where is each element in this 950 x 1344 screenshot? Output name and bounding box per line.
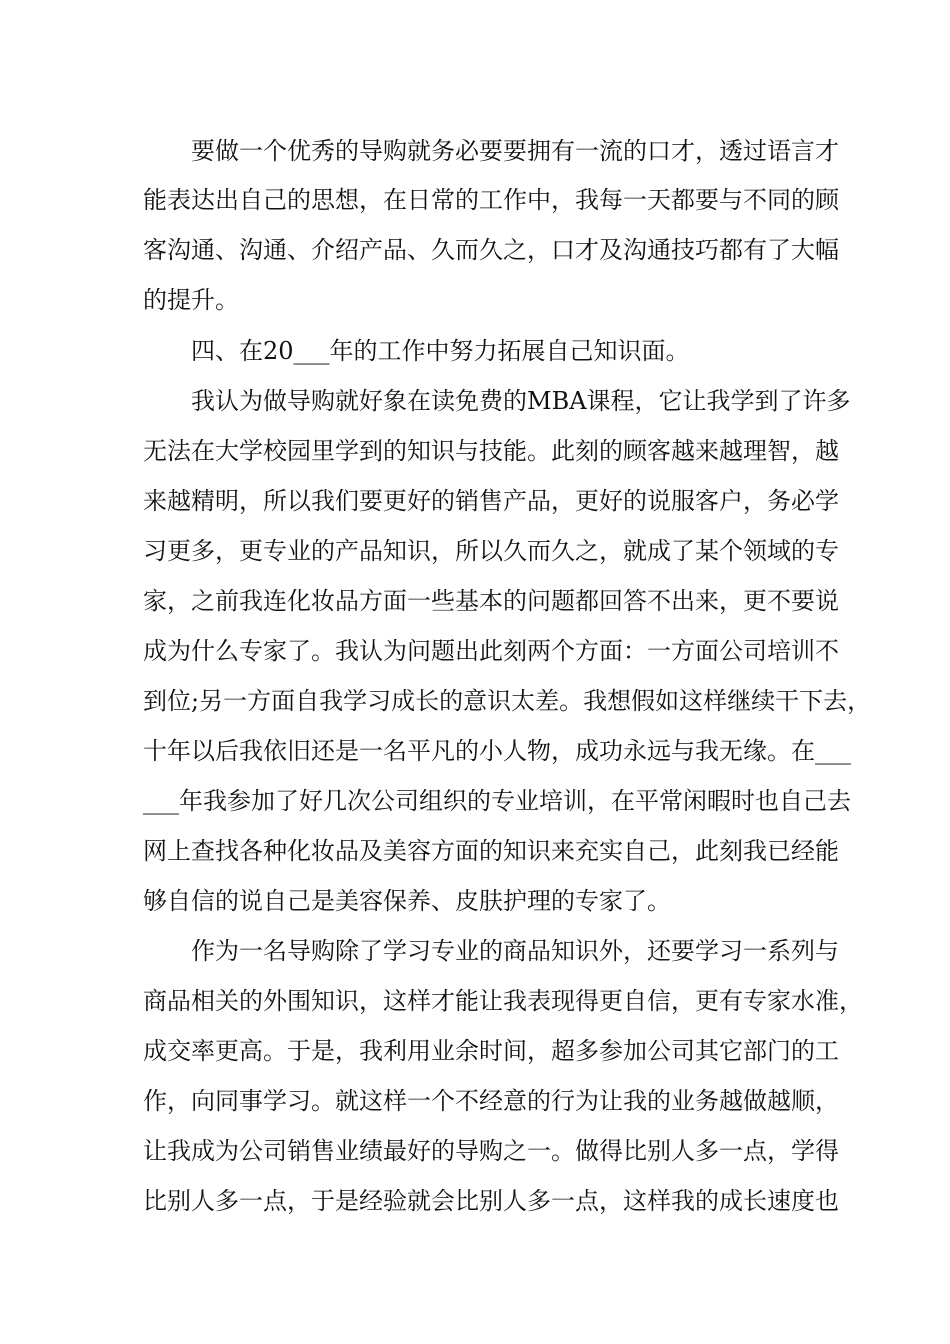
text-line: 作，向同事学习。就这样一个不经意的行为让我的业务越做越顺，	[143, 1087, 839, 1115]
text-line: 无法在大学校园里学到的知识与技能。此刻的顾客越来越理智，越	[143, 437, 839, 465]
text-line: 成为什么专家了。我认为问题出此刻两个方面：一方面公司培训不	[143, 637, 839, 665]
text-line: 让我成为公司销售业绩最好的导购之一。做得比别人多一点，学得	[143, 1137, 839, 1165]
text-line: 客沟通、沟通、介绍产品、久而久之，口才及沟通技巧都有了大幅	[143, 236, 839, 264]
section-heading: 四、在20___年的工作中努力拓展自己知识面。	[191, 337, 690, 365]
text-line: ___年我参加了好几次公司组织的专业培训，在平常闲暇时也自己去	[143, 787, 851, 815]
text-line: 能表达出自己的思想，在日常的工作中，我每一天都要与不同的顾	[143, 186, 839, 214]
text-line: 网上查找各种化妆品及美容方面的知识来充实自己，此刻我已经能	[143, 837, 839, 865]
text-line: 家，之前我连化妆品方面一些基本的问题都回答不出来，更不要说	[143, 587, 839, 615]
text-line: 到位;另一方面自我学习成长的意识太差。我想假如这样继续干下去，	[143, 687, 872, 715]
text-line: 我认为做导购就好象在读免费的MBA课程，它让我学到了许多	[191, 387, 851, 415]
text-line: 要做一个优秀的导购就务必要要拥有一流的口才，透过语言才	[191, 137, 839, 165]
text-line: 作为一名导购除了学习专业的商品知识外，还要学习一系列与	[191, 937, 839, 965]
text-line: 够自信的说自己是美容保养、皮肤护理的专家了。	[143, 887, 671, 915]
text-line: 比别人多一点，于是经验就会比别人多一点，这样我的成长速度也	[143, 1187, 839, 1215]
text-line: 成交率更高。于是，我利用业余时间，超多参加公司其它部门的工	[143, 1037, 839, 1065]
text-line: 来越精明，所以我们要更好的销售产品，更好的说服客户，务必学	[143, 487, 839, 515]
text-line: 十年以后我依旧还是一名平凡的小人物，成功永远与我无缘。在___	[143, 737, 851, 765]
text-line: 的提升。	[143, 286, 239, 314]
text-line: 商品相关的外围知识，这样才能让我表现得更自信，更有专家水准，	[143, 987, 863, 1015]
text-line: 习更多，更专业的产品知识，所以久而久之，就成了某个领域的专	[143, 537, 839, 565]
